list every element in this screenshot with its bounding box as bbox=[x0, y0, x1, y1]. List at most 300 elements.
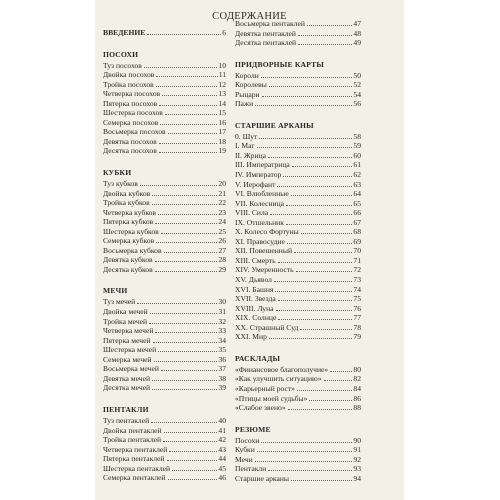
dot-leader bbox=[296, 271, 353, 272]
entry-page: 59 bbox=[353, 141, 361, 151]
entry-label: Мечи bbox=[235, 454, 253, 464]
dot-leader bbox=[159, 152, 218, 153]
entry-page: 13 bbox=[218, 89, 226, 99]
book-page bbox=[95, 0, 404, 500]
entry-page: 92 bbox=[353, 454, 361, 464]
toc-entry bbox=[103, 326, 226, 336]
toc-entry bbox=[103, 464, 226, 474]
toc-entry bbox=[103, 137, 226, 147]
entry-label: Пятерка мечей bbox=[103, 335, 151, 345]
section-title: РАСКЛАДЫ bbox=[235, 353, 281, 363]
toc-entry bbox=[103, 198, 226, 208]
entry-page: 72 bbox=[353, 265, 361, 275]
toc-entry bbox=[103, 426, 226, 436]
entry-page: 74 bbox=[353, 284, 361, 294]
entry-label: Старшие арканы bbox=[235, 473, 290, 483]
toc-entry bbox=[235, 304, 361, 314]
dot-leader bbox=[330, 371, 352, 372]
entry-page: 31 bbox=[218, 307, 226, 317]
entry-page: 28 bbox=[218, 255, 226, 265]
entry-label: «Слабое звено» bbox=[235, 403, 286, 413]
toc-entry bbox=[103, 80, 226, 90]
dot-leader bbox=[161, 233, 218, 234]
toc-entry bbox=[235, 256, 361, 266]
toc-entry bbox=[235, 294, 361, 304]
entry-label: XVI. Башня bbox=[235, 284, 274, 294]
dot-leader bbox=[137, 303, 217, 304]
toc-entry bbox=[235, 80, 361, 90]
toc-entry bbox=[235, 180, 361, 190]
dot-leader bbox=[152, 195, 217, 196]
entry-label: Рыцари bbox=[235, 89, 260, 99]
entry-page: 25 bbox=[218, 226, 226, 236]
entry-label: Туз пентаклей bbox=[103, 415, 150, 425]
dot-leader bbox=[164, 252, 218, 253]
dot-leader bbox=[275, 291, 352, 292]
dot-leader bbox=[165, 114, 218, 115]
toc-entry bbox=[235, 151, 361, 161]
dot-leader bbox=[155, 261, 218, 262]
entry-label: Тройка мечей bbox=[103, 316, 148, 326]
dot-leader bbox=[172, 470, 217, 471]
entry-label: Посохи bbox=[235, 435, 260, 445]
dot-leader bbox=[152, 204, 218, 205]
dot-leader bbox=[151, 422, 217, 423]
entry-page: 21 bbox=[218, 188, 226, 198]
entry-page: 77 bbox=[353, 313, 361, 323]
entry-page: 18 bbox=[218, 136, 226, 146]
toc-entry bbox=[235, 19, 361, 29]
toc-entry bbox=[235, 132, 361, 142]
entry-page: 43 bbox=[218, 444, 226, 454]
dot-leader bbox=[149, 323, 217, 324]
dot-leader bbox=[168, 479, 218, 480]
toc-entry bbox=[103, 345, 226, 355]
entry-page: 42 bbox=[218, 435, 226, 445]
entry-label: Восьмерка кубков bbox=[103, 245, 162, 255]
entry-label: 0. Шут bbox=[235, 131, 258, 141]
toc-entry bbox=[103, 217, 226, 227]
dot-leader bbox=[156, 86, 218, 87]
toc-entry bbox=[235, 332, 361, 342]
dot-leader bbox=[153, 342, 218, 343]
dot-leader bbox=[268, 157, 352, 158]
entry-page: 68 bbox=[353, 227, 361, 237]
entry-page: 54 bbox=[353, 89, 361, 99]
toc-entry bbox=[103, 473, 226, 483]
entry-label: Семерка мечей bbox=[103, 354, 152, 364]
dot-leader bbox=[154, 361, 218, 362]
dot-leader bbox=[155, 332, 217, 333]
entry-label: Туз посохов bbox=[103, 60, 142, 70]
dot-leader bbox=[301, 233, 353, 234]
entry-label: XV. Дьявол bbox=[235, 275, 272, 285]
dot-leader bbox=[144, 67, 218, 68]
toc-entry bbox=[103, 454, 226, 464]
entry-page: 88 bbox=[353, 403, 361, 413]
toc-entry bbox=[235, 141, 361, 151]
entry-page: 90 bbox=[353, 435, 361, 445]
entry-page: 16 bbox=[218, 117, 226, 127]
entry-label: VII. Колесница bbox=[235, 198, 285, 208]
entry-page: 86 bbox=[353, 393, 361, 403]
dot-leader bbox=[300, 329, 352, 330]
toc-entry bbox=[103, 146, 226, 156]
entry-label: XII. Повешенный bbox=[235, 246, 293, 256]
toc-entry bbox=[103, 179, 226, 189]
dot-leader bbox=[288, 409, 353, 410]
entry-label: Девятка мечей bbox=[103, 373, 151, 383]
toc-entry bbox=[235, 199, 361, 209]
entry-label: Тройка посохов bbox=[103, 79, 154, 89]
entry-page: 58 bbox=[353, 131, 361, 141]
entry-page: 93 bbox=[353, 464, 361, 474]
section-title: РЕЗЮМЕ bbox=[235, 424, 271, 434]
dot-leader bbox=[278, 262, 353, 263]
toc-section bbox=[103, 167, 226, 274]
toc-entry bbox=[103, 227, 226, 237]
entry-label: Пятерка пентаклей bbox=[103, 454, 165, 464]
toc-entry bbox=[235, 445, 361, 455]
entry-label: XX. Страшный Суд bbox=[235, 322, 299, 332]
toc-entry bbox=[235, 384, 361, 394]
dot-leader bbox=[262, 96, 353, 97]
toc-entry bbox=[103, 118, 226, 128]
toc-entry bbox=[103, 297, 226, 307]
entry-label: Семерка пентаклей bbox=[103, 473, 166, 483]
toc-entry bbox=[103, 307, 226, 317]
dot-leader bbox=[294, 252, 352, 253]
entry-label: Шестерка посохов bbox=[103, 108, 163, 118]
toc-entry bbox=[235, 464, 361, 474]
toc-section bbox=[103, 404, 226, 483]
entry-label: V. Иерофант bbox=[235, 179, 276, 189]
entry-label: VIII. Сила bbox=[235, 208, 269, 218]
toc-entry bbox=[235, 71, 361, 81]
toc-entry bbox=[235, 374, 361, 384]
section-title: ПРИДВОРНЫЕ КАРТЫ bbox=[235, 59, 325, 69]
toc-section bbox=[103, 49, 226, 156]
entry-label: Десятка посохов bbox=[103, 146, 157, 156]
dot-leader bbox=[155, 223, 217, 224]
dot-leader bbox=[168, 133, 218, 134]
toc-entry bbox=[103, 364, 226, 374]
dot-leader bbox=[268, 470, 352, 471]
toc-entry bbox=[103, 246, 226, 256]
entry-label: Двойка кубков bbox=[103, 188, 151, 198]
toc-entry bbox=[103, 265, 226, 275]
entry-label: III. Императрица bbox=[235, 160, 290, 170]
dot-leader bbox=[286, 205, 352, 206]
entry-label: «Финансовое благополучие» bbox=[235, 364, 329, 374]
entry-page: 64 bbox=[353, 189, 361, 199]
toc-entry bbox=[235, 218, 361, 228]
toc-entry bbox=[103, 89, 226, 99]
entry-page: 45 bbox=[218, 463, 226, 473]
dot-leader bbox=[283, 176, 352, 177]
toc-entry bbox=[103, 61, 226, 71]
toc-entry bbox=[235, 189, 361, 199]
toc-entry bbox=[235, 29, 361, 39]
entry-page: 6 bbox=[222, 28, 226, 37]
entry-label: II. Жрица bbox=[235, 150, 266, 160]
toc-section bbox=[235, 59, 361, 109]
entry-label: Короли bbox=[235, 70, 259, 80]
entry-page: 20 bbox=[218, 179, 226, 189]
dot-leader bbox=[159, 105, 217, 106]
dot-leader bbox=[261, 442, 352, 443]
entry-label: Двойка мечей bbox=[103, 307, 148, 317]
dot-leader bbox=[159, 143, 218, 144]
dot-leader bbox=[169, 451, 217, 452]
dot-leader bbox=[324, 380, 353, 381]
entry-label: Восьмерка пентаклей bbox=[235, 19, 305, 28]
toc-entry bbox=[103, 99, 226, 109]
entry-page: 46 bbox=[218, 473, 226, 483]
dot-leader bbox=[291, 195, 353, 196]
toc-left-column bbox=[103, 26, 226, 483]
dot-leader bbox=[152, 380, 217, 381]
entry-label: Восьмерка посохов bbox=[103, 127, 166, 137]
entry-label: «Карьерный рост» bbox=[235, 383, 295, 393]
entry-page: 35 bbox=[218, 345, 226, 355]
dot-leader bbox=[278, 319, 352, 320]
entry-label: Четверка пентаклей bbox=[103, 444, 168, 454]
dot-leader bbox=[156, 242, 217, 243]
entry-page: 67 bbox=[353, 217, 361, 227]
entry-label: IX. Отшельник bbox=[235, 217, 284, 227]
toc-entry bbox=[235, 208, 361, 218]
entry-label: Девятка кубков bbox=[103, 255, 153, 265]
toc-entry bbox=[235, 90, 361, 100]
entry-label: I. Маг bbox=[235, 141, 255, 151]
entry-page: 52 bbox=[353, 80, 361, 90]
dot-leader bbox=[255, 461, 353, 462]
entry-page: 19 bbox=[218, 146, 226, 156]
entry-label: Пажи bbox=[235, 99, 254, 109]
entry-label: XIII. Смерть bbox=[235, 255, 276, 265]
entry-label: XIX. Солнце bbox=[235, 313, 277, 323]
entry-page: 66 bbox=[353, 208, 361, 218]
dot-leader bbox=[269, 338, 352, 339]
entry-label: Тройка кубков bbox=[103, 198, 150, 208]
entry-page: 40 bbox=[218, 415, 226, 425]
dot-leader bbox=[274, 281, 352, 282]
entry-page: 79 bbox=[353, 332, 361, 342]
toc-section bbox=[103, 285, 226, 392]
toc-entry bbox=[103, 336, 226, 346]
dot-leader bbox=[162, 95, 217, 96]
entry-page: 30 bbox=[218, 297, 226, 307]
toc-entry bbox=[103, 127, 226, 137]
entry-label: Десятка мечей bbox=[103, 383, 151, 393]
entry-label: «Птицы моей судьбы» bbox=[235, 393, 308, 403]
toc-entry bbox=[235, 313, 361, 323]
dot-leader bbox=[270, 214, 352, 215]
entry-label: «Как улучшить ситуацию» bbox=[235, 374, 322, 384]
toc-section bbox=[235, 120, 361, 342]
entry-label: Туз мечей bbox=[103, 297, 136, 307]
dot-leader bbox=[278, 300, 353, 301]
entry-page: 10 bbox=[218, 60, 226, 70]
dot-leader bbox=[160, 124, 217, 125]
entry-label: Десятка кубков bbox=[103, 264, 153, 274]
entry-page: 61 bbox=[353, 160, 361, 170]
entry-label: Четверка посохов bbox=[103, 89, 161, 99]
entry-page: 15 bbox=[218, 108, 226, 118]
entry-page: 76 bbox=[353, 303, 361, 313]
dot-leader bbox=[167, 460, 218, 461]
page-title: СОДЕРЖАНИЕ bbox=[212, 11, 287, 22]
dot-leader bbox=[292, 166, 353, 167]
toc-entry bbox=[103, 70, 226, 80]
toc-section bbox=[235, 353, 361, 413]
entry-label: Семерка посохов bbox=[103, 117, 159, 127]
entry-label: Девятка посохов bbox=[103, 136, 157, 146]
dot-leader bbox=[155, 271, 218, 272]
toc-entry bbox=[103, 435, 226, 445]
dot-leader bbox=[158, 351, 217, 352]
toc-entry bbox=[235, 265, 361, 275]
toc-entry bbox=[235, 38, 361, 48]
entry-label: Пятерка кубков bbox=[103, 217, 154, 227]
toc-entry bbox=[103, 189, 226, 199]
toc-entry bbox=[103, 255, 226, 265]
dot-leader bbox=[152, 389, 217, 390]
entry-label: Четверка мечей bbox=[103, 326, 154, 336]
dot-leader bbox=[297, 390, 352, 391]
entry-page: 60 bbox=[353, 150, 361, 160]
toc-section bbox=[235, 424, 361, 484]
entry-label: Кубки bbox=[235, 445, 255, 455]
section-title: КУБКИ bbox=[103, 168, 132, 178]
toc-entry bbox=[235, 170, 361, 180]
entry-label: Семерка кубков bbox=[103, 236, 155, 246]
entry-label: VI. Влюбленные bbox=[235, 189, 289, 199]
dot-leader bbox=[286, 224, 353, 225]
section-title: СТАРШИЕ АРКАНЫ bbox=[235, 120, 314, 130]
entry-page: 44 bbox=[218, 454, 226, 464]
entry-page: 70 bbox=[353, 246, 361, 256]
section-title: ПОСОХИ bbox=[103, 49, 139, 59]
entry-label: Двойка пентаклей bbox=[103, 425, 162, 435]
entry-label: Четверка кубков bbox=[103, 207, 157, 217]
entry-page: 34 bbox=[218, 335, 226, 345]
toc-entry bbox=[103, 208, 226, 218]
entry-page: 23 bbox=[218, 207, 226, 217]
entry-label: Шестерка пентаклей bbox=[103, 463, 171, 473]
entry-page: 33 bbox=[218, 326, 226, 336]
entry-page: 14 bbox=[218, 98, 226, 108]
toc-right-column bbox=[235, 19, 361, 483]
entry-label: XVIII. Луна bbox=[235, 303, 274, 313]
entry-label: IV. Император bbox=[235, 170, 282, 180]
entry-label: ВВЕДЕНИЕ bbox=[103, 28, 146, 37]
dot-leader bbox=[307, 25, 353, 26]
entry-page: 71 bbox=[353, 255, 361, 265]
entry-page: 50 bbox=[353, 70, 361, 80]
dot-leader bbox=[261, 77, 353, 78]
dot-leader bbox=[276, 310, 353, 311]
entry-page: 39 bbox=[218, 383, 226, 393]
toc-entry bbox=[235, 160, 361, 170]
dot-leader bbox=[163, 441, 217, 442]
entry-label: Королевы bbox=[235, 80, 267, 90]
entry-page: 17 bbox=[218, 127, 226, 137]
entry-page: 94 bbox=[353, 473, 361, 483]
toc-entry bbox=[103, 355, 226, 365]
entry-page: 41 bbox=[218, 425, 226, 435]
entry-page: 47 bbox=[353, 19, 361, 28]
entry-page: 24 bbox=[218, 217, 226, 227]
entry-page: 29 bbox=[218, 264, 226, 274]
entry-label: Пятерка посохов bbox=[103, 98, 158, 108]
toc-entry bbox=[235, 237, 361, 247]
toc-entry bbox=[235, 394, 361, 404]
entry-page: 26 bbox=[218, 236, 226, 246]
dot-leader bbox=[298, 44, 352, 45]
entry-page: 56 bbox=[353, 99, 361, 109]
entry-label: Десятка пентаклей bbox=[235, 38, 297, 48]
toc-entry bbox=[235, 323, 361, 333]
entry-page: 69 bbox=[353, 236, 361, 246]
entry-label: Пентакли bbox=[235, 464, 267, 474]
entry-page: 38 bbox=[218, 373, 226, 383]
entry-label: Шестерка мечей bbox=[103, 345, 157, 355]
dot-leader bbox=[147, 34, 221, 35]
toc-entry-intro bbox=[103, 28, 226, 38]
dot-leader bbox=[255, 105, 352, 106]
dot-leader bbox=[287, 243, 353, 244]
entry-page: 49 bbox=[353, 38, 361, 48]
entry-label: XXI. Мир bbox=[235, 332, 267, 342]
toc-entry bbox=[235, 246, 361, 256]
entry-label: Тройка пентаклей bbox=[103, 435, 162, 445]
entry-page: 78 bbox=[353, 322, 361, 332]
toc-entry bbox=[103, 317, 226, 327]
dot-leader bbox=[291, 480, 352, 481]
toc-section bbox=[235, 19, 361, 48]
toc-entry bbox=[103, 374, 226, 384]
entry-page: 91 bbox=[353, 445, 361, 455]
dot-leader bbox=[259, 138, 352, 139]
entry-label: X. Колесо Фортуны bbox=[235, 227, 299, 237]
toc-entry bbox=[235, 474, 361, 484]
entry-page: 82 bbox=[353, 374, 361, 384]
entry-label: XI. Правосудие bbox=[235, 236, 285, 246]
toc-entry bbox=[103, 108, 226, 118]
toc-entry bbox=[235, 455, 361, 465]
section-title: МЕЧИ bbox=[103, 286, 128, 296]
entry-label: XIV. Умеренность bbox=[235, 265, 294, 275]
dot-leader bbox=[298, 35, 352, 36]
entry-label: Восьмерка мечей bbox=[103, 364, 159, 374]
toc-entry bbox=[103, 445, 226, 455]
toc-entry bbox=[235, 365, 361, 375]
entry-page: 63 bbox=[353, 179, 361, 189]
dot-leader bbox=[140, 185, 218, 186]
entry-page: 48 bbox=[353, 28, 361, 38]
entry-page: 84 bbox=[353, 383, 361, 393]
entry-page: 65 bbox=[353, 198, 361, 208]
toc-entry bbox=[103, 383, 226, 393]
entry-page: 11 bbox=[218, 70, 226, 80]
entry-page: 73 bbox=[353, 275, 361, 285]
toc-entry bbox=[235, 285, 361, 295]
entry-page: 22 bbox=[218, 198, 226, 208]
toc-entry bbox=[235, 436, 361, 446]
toc-entry bbox=[235, 227, 361, 237]
